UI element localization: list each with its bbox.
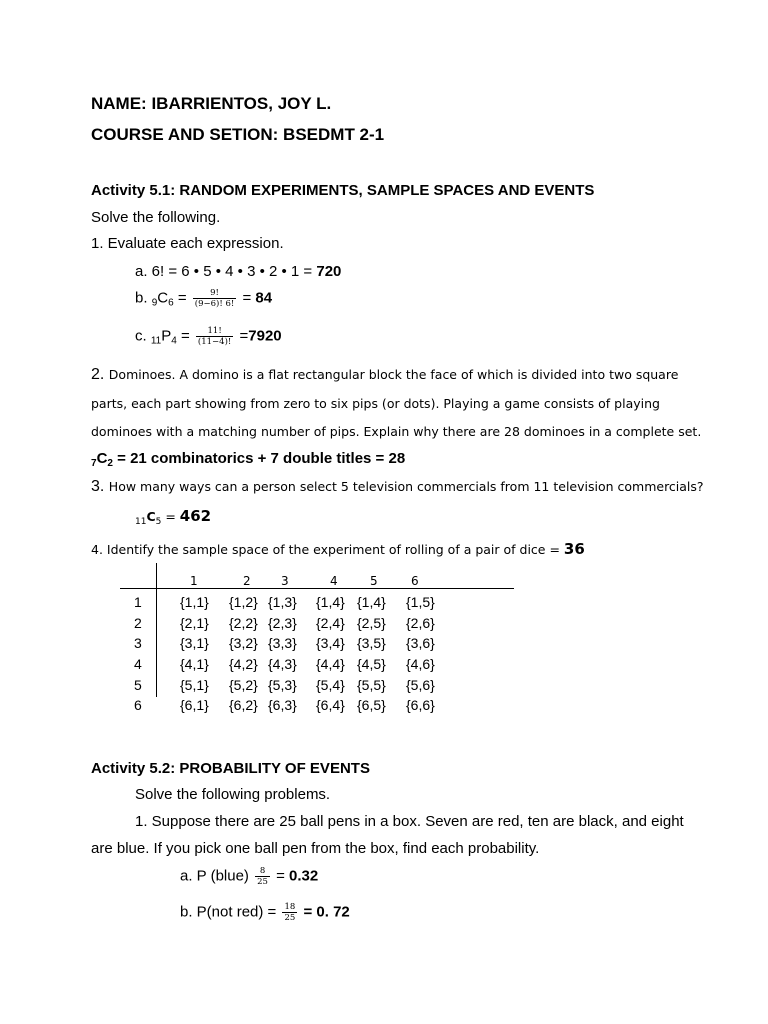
- table-row-header: 4: [134, 656, 142, 672]
- question-3-answer: [135, 507, 211, 527]
- table-cell: {5,1}: [180, 677, 209, 693]
- question-2-answer-pre-subscript: 7: [91, 458, 97, 469]
- question-3-answer-post-subscript: 5: [155, 517, 162, 527]
- question-1b-label: b.: [135, 289, 152, 307]
- table-cell: {3,6}: [406, 635, 435, 651]
- activity-5-1-instruction: Solve the following.: [91, 209, 221, 226]
- question-2-answer-post-subscript: 2: [107, 458, 113, 469]
- table-cell: {1,4}: [316, 594, 345, 610]
- problem-1a-numerator: 8: [255, 866, 270, 877]
- question-3-answer-equals: =: [161, 509, 180, 524]
- table-cell: {5,2}: [229, 677, 258, 693]
- problem-1a-fraction: [255, 866, 270, 887]
- question-2-line-2: parts, each part showing from zero to six pips (or dots). Playing a game consists of playing: [91, 396, 660, 411]
- table-cell: {5,4}: [316, 677, 345, 693]
- table-cell: {1,4}: [357, 594, 386, 610]
- table-cell: {1,1}: [180, 594, 209, 610]
- question-1-prompt: 1. Evaluate each expression.: [91, 235, 284, 252]
- table-cell: {2,1}: [180, 615, 209, 631]
- question-1a-expression: a. 6! = 6 • 5 • 4 • 3 • 2 • 1 =: [135, 263, 317, 280]
- table-cell: {4,6}: [406, 656, 435, 672]
- question-3-number: 3.: [91, 478, 105, 495]
- question-3: [91, 478, 704, 496]
- table-cell: {3,2}: [229, 635, 258, 651]
- table-cell: {4,1}: [180, 656, 209, 672]
- table-horizontal-rule: [120, 588, 514, 589]
- question-1c-equals: =: [176, 327, 194, 345]
- problem-1a-answer: 0.32: [289, 867, 319, 885]
- problem-1b-answer: 0. 72: [316, 903, 350, 921]
- problem-1a-label: a. P (blue): [180, 867, 254, 885]
- problem-1-line-1: 1. Suppose there are 25 ball pens in a box. Seven are red, ten are black, and eight: [135, 813, 684, 830]
- table-cell: {2,4}: [316, 615, 345, 631]
- table-column-header: 4: [330, 574, 338, 588]
- table-row-header: 6: [134, 697, 142, 713]
- question-1b-denominator: (9−6)! 6!: [194, 299, 235, 309]
- table-cell: {5,6}: [406, 677, 435, 693]
- problem-1b-denominator: 25: [284, 913, 296, 923]
- table-cell: {5,5}: [357, 677, 386, 693]
- question-4-answer: 36: [563, 540, 585, 558]
- problem-1a-denominator: 25: [257, 877, 268, 887]
- question-1c-equals-2: =: [235, 327, 249, 345]
- problem-1b-label: b. P(not red) =: [180, 903, 281, 921]
- question-1b-symbol: C: [157, 289, 169, 307]
- question-2-answer-symbol: C: [96, 450, 108, 467]
- table-cell: {6,4}: [316, 697, 345, 713]
- question-2-answer-text: = 21 combinatorics + 7 double titles = 28: [112, 450, 406, 467]
- table-cell: {6,6}: [406, 697, 435, 713]
- table-cell: {1,5}: [406, 594, 435, 610]
- table-cell: {6,3}: [268, 697, 297, 713]
- question-1c-symbol: P: [161, 327, 172, 345]
- question-3-text: How many ways can a person select 5 television commercials from 11 television commercials?: [108, 479, 704, 494]
- table-cell: {3,3}: [268, 635, 297, 651]
- problem-1b-numerator: 18: [284, 902, 296, 912]
- question-1c-post-subscript: 4: [171, 335, 177, 347]
- question-1c: [135, 326, 282, 347]
- table-cell: {1,2}: [229, 594, 258, 610]
- table-cell: {4,3}: [268, 656, 297, 672]
- question-1c-numerator: 11!: [196, 326, 233, 337]
- table-cell: {4,5}: [357, 656, 386, 672]
- question-1b-answer: 84: [255, 289, 273, 307]
- table-cell: {6,1}: [180, 697, 209, 713]
- activity-5-2-title: Activity 5.2: PROBABILITY OF EVENTS: [91, 760, 370, 777]
- table-column-header: 1: [190, 574, 198, 588]
- problem-1b-equals: =: [299, 903, 317, 921]
- question-1b: [135, 288, 272, 309]
- table-cell: {3,1}: [180, 635, 209, 651]
- table-cell: {1,3}: [268, 594, 297, 610]
- question-1c-label: c.: [135, 327, 151, 345]
- table-row-header: 5: [134, 677, 142, 693]
- question-2-answer: [91, 450, 405, 469]
- question-1b-equals: =: [173, 289, 191, 307]
- question-1c-denominator: (11−4)!: [197, 337, 232, 347]
- problem-1a: [180, 866, 318, 887]
- problem-1-line-2: are blue. If you pick one ball pen from the box, find each probability.: [91, 840, 540, 857]
- question-2-line-1: [91, 366, 678, 384]
- course-section: COURSE AND SETION: BSEDMT 2-1: [91, 125, 385, 144]
- table-row-header: 3: [134, 635, 142, 651]
- table-cell: {5,3}: [268, 677, 297, 693]
- table-vertical-rule: [156, 563, 157, 697]
- table-cell: {3,5}: [357, 635, 386, 651]
- student-name: NAME: IBARRIENTOS, JOY L.: [91, 94, 332, 113]
- problem-1b-fraction: [282, 902, 297, 923]
- question-1b-numerator: 9!: [193, 288, 237, 299]
- question-4: [91, 540, 585, 559]
- question-1a-answer: 720: [316, 263, 342, 280]
- question-3-answer-value: 462: [179, 507, 212, 525]
- question-3-answer-pre-subscript: 11: [135, 517, 147, 527]
- table-column-header: 3: [281, 574, 289, 588]
- question-4-text: 4. Identify the sample space of the experiment of rolling of a pair of dice =: [91, 542, 564, 557]
- table-column-header: 2: [243, 574, 251, 588]
- table-cell: {2,5}: [357, 615, 386, 631]
- question-2-line-3: dominoes with a matching number of pips. Explain why there are 28 dominoes in a complete set.: [91, 424, 702, 439]
- question-1c-pre-subscript: 11: [150, 335, 162, 347]
- table-cell: {6,5}: [357, 697, 386, 713]
- activity-5-1-title: Activity 5.1: RANDOM EXPERIMENTS, SAMPLE SPACES AND EVENTS: [91, 182, 595, 199]
- question-2-number: 2.: [91, 366, 105, 383]
- table-column-header: 6: [411, 574, 419, 588]
- question-2-text-1: Dominoes. A domino is a flat rectangular block the face of which is divided into two square: [108, 367, 679, 382]
- table-cell: {2,3}: [268, 615, 297, 631]
- table-cell: {3,4}: [316, 635, 345, 651]
- table-cell: {6,2}: [229, 697, 258, 713]
- table-row-header: 1: [134, 594, 142, 610]
- question-3-answer-symbol: C: [146, 509, 156, 524]
- table-cell: {2,2}: [229, 615, 258, 631]
- question-1c-fraction: [196, 326, 233, 347]
- question-1b-pre-subscript: 9: [151, 297, 158, 309]
- table-cell: {2,6}: [406, 615, 435, 631]
- question-1b-equals-2: =: [238, 289, 256, 307]
- question-1b-fraction: [193, 288, 237, 309]
- problem-1a-equals: =: [271, 867, 290, 885]
- activity-5-2-instruction: Solve the following problems.: [135, 786, 331, 803]
- question-1c-answer: 7920: [248, 327, 282, 345]
- table-row-header: 2: [134, 615, 142, 631]
- problem-1b: [180, 902, 350, 923]
- table-column-header: 5: [370, 574, 378, 588]
- question-1a: [135, 263, 341, 280]
- table-cell: {4,2}: [229, 656, 258, 672]
- table-cell: {4,4}: [316, 656, 345, 672]
- question-1b-post-subscript: 6: [168, 297, 174, 309]
